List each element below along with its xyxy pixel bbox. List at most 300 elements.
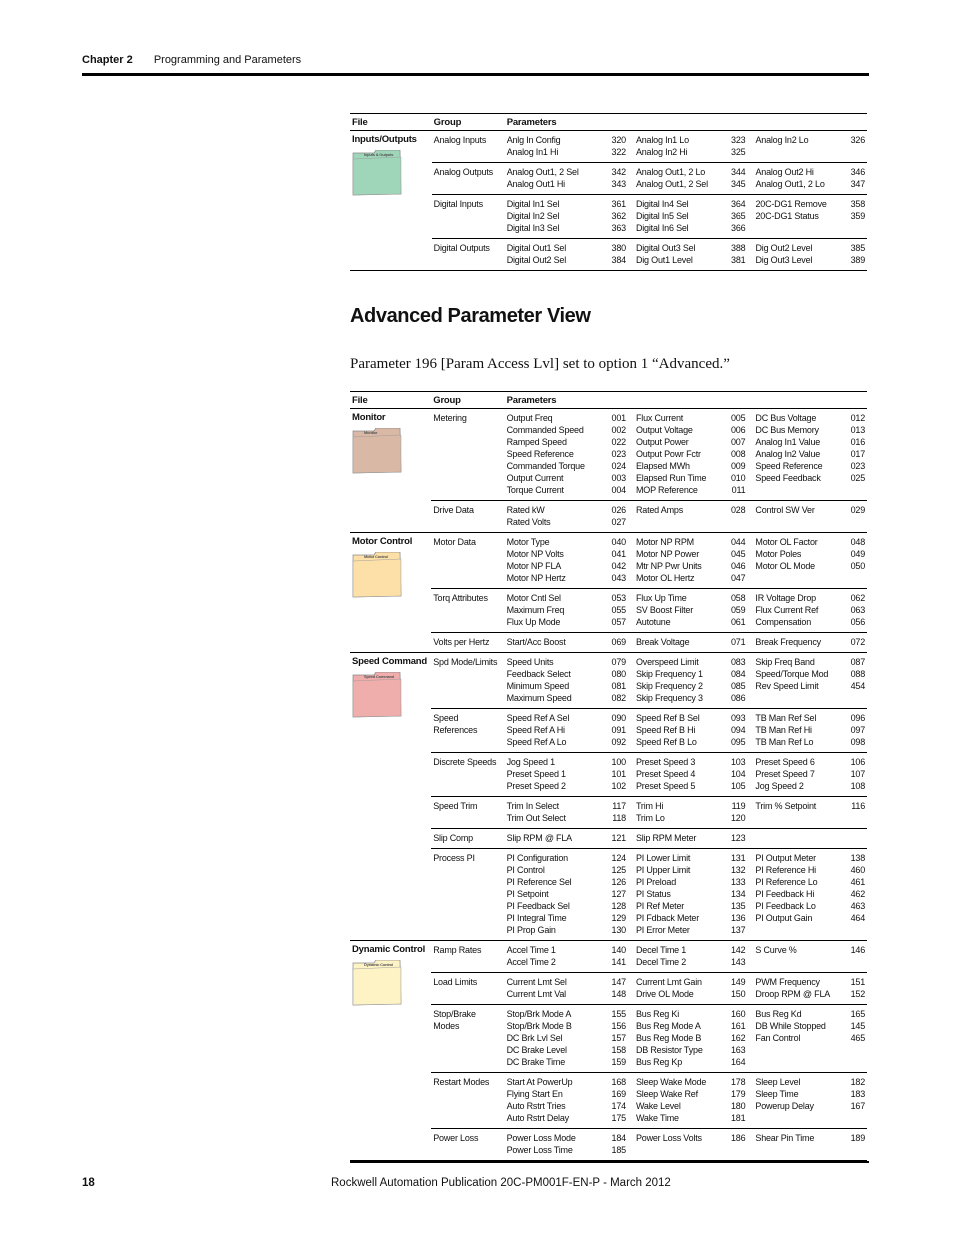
param-number: 009 bbox=[730, 461, 746, 471]
param-number-column bbox=[724, 131, 754, 163]
param-name: PI Fdback Meter bbox=[635, 913, 699, 923]
param-name: Analog Out1, 2 Lo bbox=[635, 167, 706, 177]
param-name: Motor NP FLA bbox=[506, 561, 562, 571]
param-name: Skip Frequency 2 bbox=[635, 681, 703, 691]
param-number-column bbox=[604, 1073, 634, 1129]
param-number-column bbox=[841, 633, 867, 653]
param-name: Overspeed Limit bbox=[635, 657, 699, 667]
param-number: 108 bbox=[850, 781, 865, 791]
group-name: Digital Inputs bbox=[432, 195, 505, 239]
param-name: Speed Ref B Hi bbox=[635, 725, 696, 735]
param-name: Stop/Brk Mode A bbox=[506, 1009, 572, 1019]
param-name: Trim Hi bbox=[635, 801, 664, 811]
param-number: 106 bbox=[850, 757, 865, 767]
param-name: Control SW Ver bbox=[755, 505, 815, 515]
param-number-column bbox=[841, 941, 867, 973]
group-name: Slip Comp bbox=[431, 829, 504, 849]
param-number: 361 bbox=[611, 199, 626, 209]
param-number-column bbox=[724, 195, 754, 239]
param-number: 185 bbox=[611, 1145, 626, 1155]
param-number: 025 bbox=[850, 473, 865, 483]
param-number: 389 bbox=[850, 255, 865, 265]
param-name: PI Prop Gain bbox=[506, 925, 556, 935]
param-name: Output Voltage bbox=[635, 425, 693, 435]
folder-icon bbox=[352, 960, 402, 1006]
param-name: Bus Reg Mode B bbox=[635, 1033, 702, 1043]
param-name: Speed Ref A Sel bbox=[506, 713, 570, 723]
param-number-column bbox=[604, 849, 634, 941]
param-number: 134 bbox=[730, 889, 746, 899]
param-number: 096 bbox=[850, 713, 865, 723]
param-number: 465 bbox=[850, 1033, 865, 1043]
param-name-column bbox=[505, 709, 605, 753]
param-name: Power Loss Mode bbox=[506, 1133, 576, 1143]
param-number: 063 bbox=[850, 605, 865, 615]
param-name: Motor OL Hertz bbox=[635, 573, 695, 583]
param-name-column bbox=[753, 1073, 841, 1129]
param-number: 147 bbox=[611, 977, 626, 987]
group-name: Process PI bbox=[431, 849, 504, 941]
param-number-column bbox=[841, 589, 867, 633]
param-number: 042 bbox=[611, 561, 626, 571]
param-number: 454 bbox=[850, 681, 865, 691]
param-name: PI Upper Limit bbox=[635, 865, 691, 875]
param-number: 101 bbox=[611, 769, 626, 779]
param-number-column bbox=[604, 589, 634, 633]
param-number-column bbox=[724, 941, 754, 973]
param-name: Decel Time 1 bbox=[635, 945, 687, 955]
param-name: Mtr NP Pwr Units bbox=[635, 561, 702, 571]
param-number-column bbox=[724, 1129, 754, 1161]
param-name-column bbox=[634, 1073, 724, 1129]
param-name: Motor NP Volts bbox=[506, 549, 564, 559]
param-name-column bbox=[634, 797, 724, 829]
param-number: 085 bbox=[730, 681, 746, 691]
col-header-parameters: Parameters bbox=[505, 114, 867, 131]
group-name: Analog Inputs bbox=[432, 131, 505, 163]
param-name-column bbox=[753, 973, 841, 1005]
param-number-column bbox=[724, 163, 754, 195]
param-number: 028 bbox=[730, 505, 746, 515]
param-name: Anlg In Config bbox=[506, 135, 561, 145]
param-number: 083 bbox=[730, 657, 746, 667]
param-name: Fan Control bbox=[755, 1033, 801, 1043]
param-number: 003 bbox=[611, 473, 626, 483]
param-name: DB While Stopped bbox=[755, 1021, 826, 1031]
param-number: 189 bbox=[850, 1133, 865, 1143]
param-name: Ramped Speed bbox=[506, 437, 567, 447]
param-number: 165 bbox=[850, 1009, 865, 1019]
param-number: 024 bbox=[611, 461, 626, 471]
param-name: Digital In1 Sel bbox=[506, 199, 560, 209]
param-name-column bbox=[753, 753, 841, 797]
param-name-column bbox=[753, 709, 841, 753]
param-number: 049 bbox=[850, 549, 865, 559]
param-number: 118 bbox=[612, 813, 626, 823]
param-number-column bbox=[724, 653, 754, 709]
param-name: PWM Frequency bbox=[755, 977, 820, 987]
param-number-column bbox=[841, 195, 867, 239]
param-number-column bbox=[604, 633, 634, 653]
param-name: Preset Speed 3 bbox=[635, 757, 696, 767]
param-name: Speed Units bbox=[506, 657, 554, 667]
basic-parameter-table bbox=[350, 113, 867, 271]
param-name: Analog In1 Lo bbox=[635, 135, 689, 145]
param-number: 012 bbox=[850, 413, 865, 423]
param-name: Droop RPM @ FLA bbox=[755, 989, 831, 999]
param-number-column bbox=[604, 829, 634, 849]
param-name-column bbox=[753, 829, 841, 849]
param-number-column bbox=[724, 797, 754, 829]
param-name-column bbox=[634, 589, 724, 633]
param-number: 001 bbox=[611, 413, 626, 423]
param-name: DC Bus Voltage bbox=[755, 413, 817, 423]
param-number: 182 bbox=[850, 1077, 865, 1087]
param-name: Rated Amps bbox=[635, 505, 683, 515]
param-number-column bbox=[841, 131, 867, 163]
param-number-column bbox=[841, 829, 867, 849]
param-number-column bbox=[604, 973, 634, 1005]
param-number: 152 bbox=[850, 989, 865, 999]
param-number: 162 bbox=[730, 1033, 746, 1043]
param-name: Flux Current Ref bbox=[755, 605, 819, 615]
param-name: PI Feedback Hi bbox=[755, 889, 815, 899]
param-number-column bbox=[724, 1073, 754, 1129]
param-name: Output Current bbox=[506, 473, 564, 483]
param-name: Motor OL Factor bbox=[755, 537, 818, 547]
param-name-column bbox=[753, 797, 841, 829]
param-name: Maximum Speed bbox=[506, 693, 572, 703]
param-number: 464 bbox=[850, 913, 865, 923]
param-number-column bbox=[841, 501, 867, 533]
param-name-column bbox=[753, 633, 841, 653]
param-number: 057 bbox=[611, 617, 626, 627]
param-number: 017 bbox=[850, 449, 865, 459]
file-cell bbox=[350, 941, 431, 1161]
param-number: 050 bbox=[850, 561, 865, 571]
param-number: 157 bbox=[611, 1033, 626, 1043]
param-number: 043 bbox=[611, 573, 626, 583]
param-number-column bbox=[724, 973, 754, 1005]
file-cell bbox=[350, 131, 432, 271]
file-name: Monitor bbox=[352, 412, 386, 423]
param-number: 098 bbox=[850, 737, 865, 747]
param-number: 119 bbox=[731, 801, 746, 811]
param-number: 141 bbox=[611, 957, 626, 967]
param-name-column bbox=[634, 533, 724, 589]
table-end-rule bbox=[350, 1161, 869, 1163]
param-name: Elapsed MWh bbox=[635, 461, 690, 471]
param-number-column bbox=[841, 753, 867, 797]
param-name: Slip RPM Meter bbox=[635, 833, 697, 843]
svg-text:Monitor: Monitor bbox=[364, 430, 378, 435]
param-name: Wake Time bbox=[635, 1113, 679, 1123]
param-number: 175 bbox=[611, 1113, 626, 1123]
param-number: 023 bbox=[611, 449, 626, 459]
param-name: 20C-DG1 Remove bbox=[755, 199, 827, 209]
param-name: Analog Out1, 2 Lo bbox=[755, 179, 825, 189]
param-number: 046 bbox=[730, 561, 746, 571]
param-number: 326 bbox=[850, 135, 865, 145]
group-name: Digital Outputs bbox=[432, 239, 505, 271]
param-number: 148 bbox=[611, 989, 626, 999]
col-header-group: Group bbox=[432, 114, 505, 131]
param-name: PI Preload bbox=[635, 877, 676, 887]
param-number: 124 bbox=[611, 853, 626, 863]
param-number: 023 bbox=[850, 461, 865, 471]
param-number: 146 bbox=[850, 945, 865, 955]
param-number: 385 bbox=[850, 243, 865, 253]
advanced-parameter-table bbox=[350, 391, 867, 1161]
param-name-column bbox=[634, 1129, 724, 1161]
param-number: 160 bbox=[730, 1009, 746, 1019]
param-number: 103 bbox=[730, 757, 746, 767]
param-name: TB Man Ref Lo bbox=[755, 737, 814, 747]
param-name: Trim Lo bbox=[635, 813, 665, 823]
param-name: Drive OL Mode bbox=[635, 989, 694, 999]
param-name: Start At PowerUp bbox=[506, 1077, 573, 1087]
param-name-column bbox=[505, 1129, 605, 1161]
svg-text:Dynamic Control: Dynamic Control bbox=[364, 962, 394, 967]
param-number: 004 bbox=[611, 485, 626, 495]
param-name: Dig Out2 Level bbox=[755, 243, 813, 253]
param-name: Motor NP Power bbox=[635, 549, 700, 559]
param-number: 167 bbox=[850, 1101, 865, 1111]
param-name: PI Output Gain bbox=[755, 913, 813, 923]
param-number-column bbox=[604, 409, 634, 501]
param-name: Auto Rstrt Delay bbox=[506, 1113, 569, 1123]
param-number: 058 bbox=[730, 593, 746, 603]
param-number: 136 bbox=[730, 913, 746, 923]
param-number: 320 bbox=[611, 135, 626, 145]
param-number-column bbox=[841, 533, 867, 589]
param-number-column bbox=[724, 501, 754, 533]
param-number: 062 bbox=[850, 593, 865, 603]
param-name-column bbox=[634, 829, 724, 849]
param-number: 107 bbox=[850, 769, 865, 779]
param-number: 002 bbox=[611, 425, 626, 435]
param-name-column bbox=[634, 131, 724, 163]
param-name: Elapsed Run Time bbox=[635, 473, 707, 483]
param-name: Motor Poles bbox=[755, 549, 802, 559]
param-number: 131 bbox=[730, 853, 746, 863]
table-row bbox=[350, 409, 867, 501]
table-row bbox=[350, 941, 867, 973]
svg-text:Speed Command: Speed Command bbox=[364, 674, 395, 679]
group-name: Torq Attributes bbox=[431, 589, 504, 633]
param-number: 061 bbox=[730, 617, 746, 627]
param-number: 044 bbox=[730, 537, 746, 547]
group-name: Volts per Hertz bbox=[431, 633, 504, 653]
param-name: PI Reference Hi bbox=[755, 865, 816, 875]
param-number-column bbox=[604, 239, 634, 271]
param-number-column bbox=[724, 239, 754, 271]
param-name: Slip RPM @ FLA bbox=[506, 833, 572, 843]
param-number: 342 bbox=[611, 167, 626, 177]
param-number: 041 bbox=[611, 549, 626, 559]
param-name: Output Powr Fctr bbox=[635, 449, 701, 459]
param-number: 105 bbox=[730, 781, 746, 791]
param-name: DB Resistor Type bbox=[635, 1045, 703, 1055]
param-name: Motor OL Mode bbox=[755, 561, 815, 571]
param-name: Auto Rstrt Tries bbox=[506, 1101, 566, 1111]
param-name-column bbox=[634, 501, 724, 533]
param-number: 143 bbox=[730, 957, 746, 967]
param-name: Minimum Speed bbox=[506, 681, 570, 691]
param-number: 343 bbox=[611, 179, 626, 189]
folder-icon bbox=[352, 428, 402, 474]
param-name: Digital In4 Sel bbox=[635, 199, 689, 209]
param-number: 322 bbox=[611, 147, 626, 157]
svg-text:Inputs & Outputs: Inputs & Outputs bbox=[364, 152, 394, 157]
param-name: Analog Out2 Hi bbox=[755, 167, 814, 177]
param-name-column bbox=[505, 829, 605, 849]
param-name-column bbox=[634, 163, 724, 195]
param-name-column bbox=[505, 653, 605, 709]
section-title: Advanced Parameter View bbox=[350, 305, 591, 327]
param-number: 120 bbox=[730, 813, 746, 823]
param-name: Digital In5 Sel bbox=[635, 211, 689, 221]
param-name-column bbox=[634, 653, 724, 709]
param-number-column bbox=[841, 973, 867, 1005]
param-name-column bbox=[634, 849, 724, 941]
param-name: Stop/Brk Mode B bbox=[506, 1021, 572, 1031]
group-name: Speed References bbox=[431, 709, 504, 753]
param-number-column bbox=[604, 709, 634, 753]
param-number: 126 bbox=[611, 877, 626, 887]
param-name: Flux Up Mode bbox=[506, 617, 561, 627]
param-name: PI Control bbox=[506, 865, 545, 875]
param-number-column bbox=[841, 1073, 867, 1129]
folder-icon bbox=[352, 552, 402, 598]
param-name: DC Brake Level bbox=[506, 1045, 567, 1055]
param-number: 047 bbox=[730, 573, 746, 583]
param-name: S Curve % bbox=[755, 945, 797, 955]
publication-info: Rockwell Automation Publication 20C-PM001F-EN-P - March 2012 bbox=[331, 1177, 671, 1189]
param-number: 006 bbox=[730, 425, 746, 435]
param-name: Digital In6 Sel bbox=[635, 223, 689, 233]
group-name: Speed Trim bbox=[431, 797, 504, 829]
param-number: 151 bbox=[850, 977, 865, 987]
param-number: 163 bbox=[730, 1045, 746, 1055]
param-number-column bbox=[841, 797, 867, 829]
param-name-column bbox=[505, 501, 605, 533]
param-name: Speed Reference bbox=[755, 461, 823, 471]
param-name: Flux Current bbox=[635, 413, 684, 423]
param-name-column bbox=[753, 1129, 841, 1161]
param-name: Flying Start En bbox=[506, 1089, 563, 1099]
param-number: 158 bbox=[611, 1045, 626, 1055]
param-number: 345 bbox=[731, 179, 746, 189]
param-number: 104 bbox=[730, 769, 746, 779]
param-name: DC Brake Time bbox=[506, 1057, 566, 1067]
param-name: Accel Time 1 bbox=[506, 945, 556, 955]
param-number: 156 bbox=[611, 1021, 626, 1031]
param-name: PI Reference Lo bbox=[755, 877, 818, 887]
param-number-column bbox=[841, 653, 867, 709]
param-number: 169 bbox=[611, 1089, 626, 1099]
param-name: Analog In2 Value bbox=[755, 449, 821, 459]
group-name: Load Limits bbox=[431, 973, 504, 1005]
param-number: 145 bbox=[850, 1021, 865, 1031]
param-number: 022 bbox=[611, 437, 626, 447]
param-number: 088 bbox=[850, 669, 865, 679]
param-number: 130 bbox=[611, 925, 626, 935]
param-name-column bbox=[634, 195, 724, 239]
param-number: 097 bbox=[850, 725, 865, 735]
param-number: 128 bbox=[611, 901, 626, 911]
param-number: 092 bbox=[611, 737, 626, 747]
param-number-column bbox=[604, 163, 634, 195]
param-name: Preset Speed 6 bbox=[755, 757, 815, 767]
param-name: Current Lmt Gain bbox=[635, 977, 702, 987]
param-number: 140 bbox=[611, 945, 626, 955]
param-number: 095 bbox=[730, 737, 746, 747]
param-number: 123 bbox=[730, 833, 746, 843]
param-name-column bbox=[753, 409, 841, 501]
param-number-column bbox=[841, 849, 867, 941]
param-name: Decel Time 2 bbox=[635, 957, 687, 967]
param-number: 366 bbox=[731, 223, 746, 233]
param-number-column bbox=[841, 409, 867, 501]
param-name: Start/Acc Boost bbox=[506, 637, 566, 647]
table-row bbox=[350, 533, 867, 589]
param-number: 347 bbox=[850, 179, 865, 189]
param-name: Bus Reg Ki bbox=[635, 1009, 679, 1019]
param-number: 125 bbox=[611, 865, 626, 875]
param-number-column bbox=[724, 409, 754, 501]
param-name-column bbox=[505, 239, 604, 271]
param-number: 380 bbox=[611, 243, 626, 253]
param-name-column bbox=[634, 941, 724, 973]
param-name: Analog Out1, 2 Sel bbox=[506, 167, 579, 177]
param-name: Maximum Freq bbox=[506, 605, 565, 615]
param-name-column bbox=[505, 849, 605, 941]
param-number-column bbox=[724, 849, 754, 941]
file-name: Speed Command bbox=[352, 656, 427, 667]
param-number: 080 bbox=[611, 669, 626, 679]
param-name: PI Integral Time bbox=[506, 913, 567, 923]
param-number: 365 bbox=[731, 211, 746, 221]
param-name-column bbox=[634, 239, 724, 271]
svg-text:Motor Control: Motor Control bbox=[364, 554, 388, 559]
param-name: Power Loss Volts bbox=[635, 1133, 702, 1143]
param-number: 138 bbox=[850, 853, 865, 863]
file-cell bbox=[350, 533, 431, 653]
param-number: 048 bbox=[850, 537, 865, 547]
param-number: 461 bbox=[850, 877, 865, 887]
param-number: 150 bbox=[730, 989, 746, 999]
param-name: Break Voltage bbox=[635, 637, 690, 647]
param-number: 186 bbox=[730, 1133, 746, 1143]
file-cell bbox=[350, 409, 431, 533]
param-name-column bbox=[753, 163, 841, 195]
param-name-column bbox=[753, 589, 841, 633]
param-number-column bbox=[724, 633, 754, 653]
param-name-column bbox=[505, 195, 604, 239]
param-number: 082 bbox=[611, 693, 626, 703]
param-name: Motor Type bbox=[506, 537, 550, 547]
param-name: Skip Frequency 3 bbox=[635, 693, 703, 703]
param-number: 087 bbox=[850, 657, 865, 667]
param-name-column bbox=[505, 1005, 605, 1073]
param-number: 325 bbox=[731, 147, 746, 157]
param-number: 127 bbox=[611, 889, 626, 899]
param-name: PI Ref Meter bbox=[635, 901, 685, 911]
chapter-title: Programming and Parameters bbox=[153, 54, 302, 66]
param-number: 100 bbox=[611, 757, 626, 767]
param-name: Analog Out1, 2 Sel bbox=[635, 179, 708, 189]
